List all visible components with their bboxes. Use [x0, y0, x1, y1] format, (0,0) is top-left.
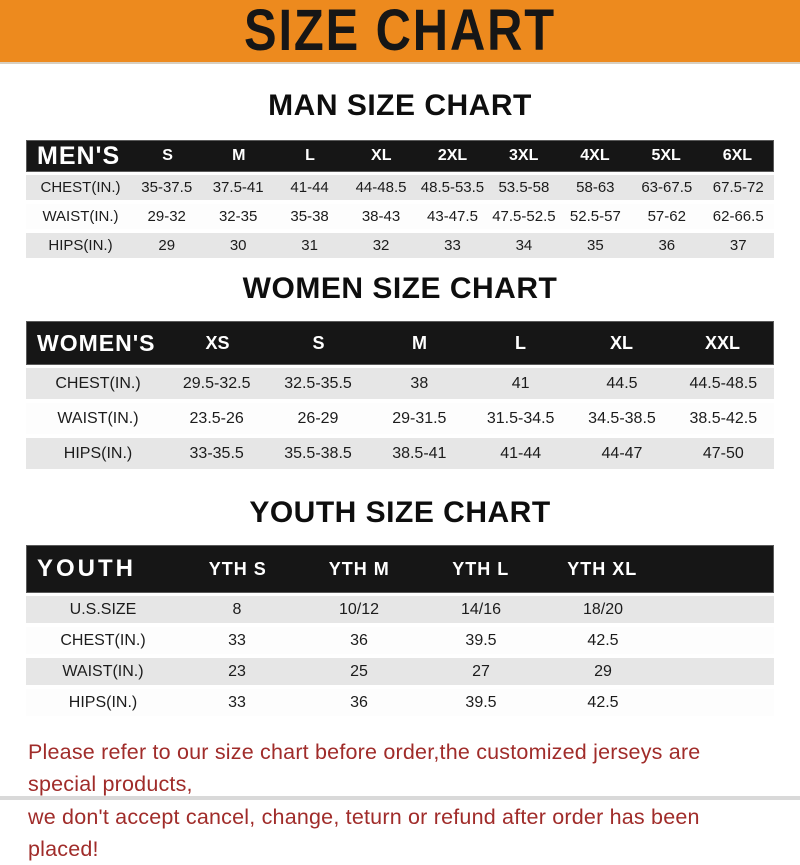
cell-value: 33: [417, 237, 488, 254]
cell-value: 41-44: [470, 445, 571, 463]
cell-value: 29: [542, 663, 664, 681]
banner-title: SIZE CHART: [244, 0, 556, 65]
youth-size-chart-heading: YOUTH SIZE CHART: [0, 496, 800, 530]
column-header: XXL: [672, 333, 773, 354]
cell-value: 29.5-32.5: [166, 375, 267, 393]
table-row: [26, 204, 774, 229]
men-size-table: [26, 140, 774, 258]
cell-value: 8: [176, 601, 298, 619]
cell-value: 37: [703, 237, 774, 254]
cell-value: 26-29: [267, 410, 368, 428]
table-row: [26, 175, 774, 200]
column-header: YTH L: [420, 559, 542, 580]
column-header: L: [274, 147, 345, 165]
column-header: XL: [571, 333, 672, 354]
column-header: YTH M: [299, 559, 421, 580]
row-label: CHEST(IN.): [26, 632, 176, 650]
cell-value: 53.5-58: [488, 179, 559, 196]
table-row: [26, 403, 774, 434]
cell-value: 41: [470, 375, 571, 393]
cell-value: 39.5: [420, 632, 542, 650]
cell-value: 23: [176, 663, 298, 681]
cell-value: 36: [631, 237, 702, 254]
column-header: S: [268, 333, 369, 354]
cell-value: 36: [298, 694, 420, 712]
table-header-row: [26, 545, 774, 593]
cell-value: 37.5-41: [202, 179, 273, 196]
cell-value: 30: [202, 237, 273, 254]
column-header: 4XL: [559, 147, 630, 165]
table-row: [26, 233, 774, 258]
column-header: YTH S: [177, 559, 299, 580]
cell-value: 43-47.5: [417, 208, 488, 225]
footer-disclaimer-line1: Please refer to our size chart before order,the customized jerseys are special products,: [28, 736, 772, 801]
column-header: 5XL: [631, 147, 702, 165]
cell-value: 52.5-57: [560, 208, 631, 225]
row-label: WAIST(IN.): [26, 410, 166, 428]
table-row: [26, 627, 774, 654]
size-chart-banner: [0, 0, 800, 64]
youth-size-table: [26, 545, 774, 716]
table-corner-label: MEN'S: [27, 142, 132, 171]
cell-value: 44-47: [571, 445, 672, 463]
table-header-row: [26, 321, 774, 365]
cell-value: 34: [488, 237, 559, 254]
cell-value: 44.5: [571, 375, 672, 393]
row-label: HIPS(IN.): [26, 694, 176, 712]
cell-value: 29: [131, 237, 202, 254]
cell-value: 38.5-41: [369, 445, 470, 463]
table-row: [26, 438, 774, 469]
column-header: YTH XL: [542, 559, 664, 580]
column-header: 6XL: [702, 147, 773, 165]
cell-value: 35-38: [274, 208, 345, 225]
table-header-row: [26, 140, 774, 172]
cell-value: 47-50: [673, 445, 774, 463]
column-header: S: [132, 147, 203, 165]
cell-value: 47.5-52.5: [488, 208, 559, 225]
cell-value: 44.5-48.5: [673, 375, 774, 393]
column-header: XL: [346, 147, 417, 165]
cell-value: 31.5-34.5: [470, 410, 571, 428]
table-corner-label: WOMEN'S: [27, 330, 167, 357]
cell-value: 67.5-72: [703, 179, 774, 196]
cell-value: 44-48.5: [345, 179, 416, 196]
cell-value: 31: [274, 237, 345, 254]
cell-value: 32: [345, 237, 416, 254]
women-size-table: [26, 321, 774, 469]
cell-value: 38-43: [345, 208, 416, 225]
cell-value: 23.5-26: [166, 410, 267, 428]
row-label: WAIST(IN.): [26, 663, 176, 681]
cell-value: 27: [420, 663, 542, 681]
cell-value: 48.5-53.5: [417, 179, 488, 196]
cell-value: 38.5-42.5: [673, 410, 774, 428]
cell-value: 33: [176, 694, 298, 712]
cell-value: 57-62: [631, 208, 702, 225]
cell-value: 32.5-35.5: [267, 375, 368, 393]
row-label: CHEST(IN.): [26, 179, 131, 196]
row-label: CHEST(IN.): [26, 375, 166, 393]
cell-value: 62-66.5: [703, 208, 774, 225]
row-label: HIPS(IN.): [26, 237, 131, 254]
cell-value: 36: [298, 632, 420, 650]
footer-disclaimer-line2: we don't accept cancel, change, teturn or refund after order has been placed!: [28, 801, 772, 865]
cell-value: 32-35: [202, 208, 273, 225]
column-header: 3XL: [488, 147, 559, 165]
cell-value: 58-63: [560, 179, 631, 196]
cell-value: 33-35.5: [166, 445, 267, 463]
cell-value: 39.5: [420, 694, 542, 712]
column-header: M: [369, 333, 470, 354]
man-size-chart-heading: MAN SIZE CHART: [0, 89, 800, 123]
cell-value: 35: [560, 237, 631, 254]
cell-value: 33: [176, 632, 298, 650]
table-row: [26, 368, 774, 399]
column-header: L: [470, 333, 571, 354]
cell-value: 25: [298, 663, 420, 681]
cell-value: 38: [369, 375, 470, 393]
column-header: M: [203, 147, 274, 165]
cell-value: 29-32: [131, 208, 202, 225]
cell-value: 35.5-38.5: [267, 445, 368, 463]
table-row: [26, 658, 774, 685]
cell-value: 10/12: [298, 601, 420, 619]
row-label: U.S.SIZE: [26, 601, 176, 619]
cell-value: 63-67.5: [631, 179, 702, 196]
cell-value: 14/16: [420, 601, 542, 619]
cell-value: 35-37.5: [131, 179, 202, 196]
cell-value: 34.5-38.5: [571, 410, 672, 428]
table-row: [26, 689, 774, 716]
column-header: 2XL: [417, 147, 488, 165]
cell-value: 42.5: [542, 694, 664, 712]
row-label: WAIST(IN.): [26, 208, 131, 225]
table-corner-label: YOUTH: [27, 555, 177, 583]
cell-value: 42.5: [542, 632, 664, 650]
table-row: [26, 596, 774, 623]
row-label: HIPS(IN.): [26, 445, 166, 463]
cell-value: 18/20: [542, 601, 664, 619]
column-header: XS: [167, 333, 268, 354]
footer-disclaimer: [28, 736, 772, 865]
cell-value: 29-31.5: [369, 410, 470, 428]
cell-value: 41-44: [274, 179, 345, 196]
women-size-chart-heading: WOMEN SIZE CHART: [0, 272, 800, 306]
